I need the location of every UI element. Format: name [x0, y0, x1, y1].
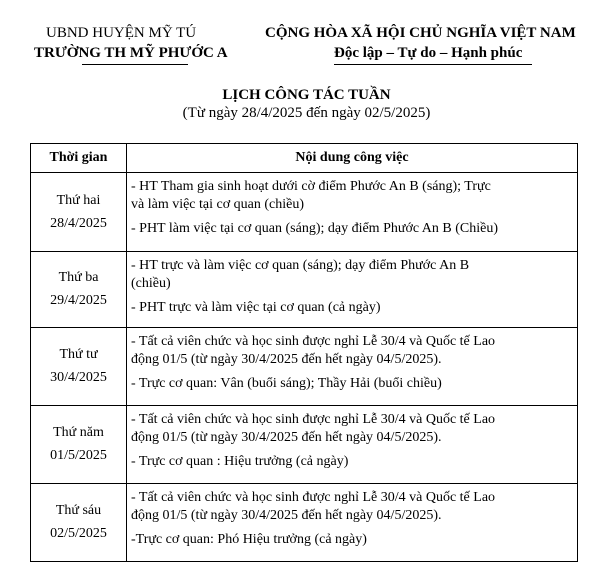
row-day: Thứ sáu	[55, 503, 102, 518]
row-day-cell	[31, 328, 127, 406]
document-title: LỊCH CÔNG TÁC TUẦN	[222, 87, 391, 103]
row-day-cell	[31, 252, 127, 328]
column-header-content: Nội dung công việc	[127, 144, 578, 173]
row-day-cell	[31, 484, 127, 562]
row-date: 30/4/2025	[50, 370, 107, 385]
row-day: Thứ ba	[58, 270, 99, 285]
national-title: CỘNG HÒA XÃ HỘI CHỦ NGHĨA VIỆT NAM	[265, 25, 576, 41]
table-row	[31, 252, 578, 328]
row-content-cell	[127, 328, 578, 406]
schedule-rows	[31, 173, 578, 562]
content-line: động 01/5 (từ ngày 30/4/2025 đến hết ngày 04/5/2025).	[131, 430, 442, 445]
school-name-underline	[82, 64, 188, 65]
row-content-cell	[127, 406, 578, 484]
content-line: (chiều)	[131, 276, 171, 291]
row-date: 02/5/2025	[50, 526, 107, 541]
schedule-table	[30, 143, 578, 562]
row-day: Thứ hai	[56, 192, 101, 208]
content-line: - Tất cả viên chức và học sinh được nghỉ Lễ 30/4 và Quốc tế Lao	[131, 334, 496, 349]
row-date: 29/4/2025	[50, 293, 107, 308]
table-row	[31, 328, 578, 406]
content-line: động 01/5 (từ ngày 30/4/2025 đến hết ngày 04/5/2025).	[131, 508, 442, 523]
content-line: - PHT trực và làm việc tại cơ quan (cả ngày)	[131, 300, 381, 315]
table-row	[31, 406, 578, 484]
row-day: Thứ năm	[53, 425, 104, 440]
content-line: động 01/5 (từ ngày 30/4/2025 đến hết ngày 04/5/2025).	[131, 352, 442, 367]
national-motto: Độc lập – Tự do – Hạnh phúc	[334, 45, 523, 61]
motto-underline	[334, 64, 532, 65]
content-line: -Trực cơ quan: Phó Hiệu trưởng (cả ngày)	[131, 532, 367, 547]
content-line: - Tất cả viên chức và học sinh được nghỉ Lễ 30/4 và Quốc tế Lao	[131, 490, 496, 505]
row-content-cell	[127, 484, 578, 562]
content-line: - Tất cả viên chức và học sinh được nghỉ Lễ 30/4 và Quốc tế Lao	[131, 412, 496, 427]
row-day-cell	[31, 406, 127, 484]
row-content-cell	[127, 252, 578, 328]
document-subtitle: (Từ ngày 28/4/2025 đến ngày 02/5/2025)	[182, 105, 431, 121]
row-content-cell	[127, 173, 578, 252]
table-header-row	[31, 144, 578, 173]
row-date: 01/5/2025	[50, 448, 107, 463]
content-line: và làm việc tại cơ quan (chiều)	[131, 197, 304, 212]
table-row	[31, 173, 578, 252]
row-date: 28/4/2025	[50, 215, 107, 231]
column-header-time: Thời gian	[31, 144, 127, 173]
content-line: - Trực cơ quan : Hiệu trưởng (cả ngày)	[131, 454, 349, 469]
agency-name: UBND HUYỆN MỸ TÚ	[46, 25, 197, 41]
school-name: TRƯỜNG TH MỸ PHƯỚC A	[34, 45, 228, 61]
content-line: - Trực cơ quan: Vân (buổi sáng); Thầy Hải (buổi chiều)	[131, 376, 442, 391]
row-day: Thứ tư	[59, 347, 98, 362]
content-line: - HT trực và làm việc cơ quan (sáng); dạy điểm Phước An B	[131, 258, 470, 273]
content-line: - HT Tham gia sinh hoạt dưới cờ điểm Phước An B (sáng); Trực	[131, 179, 491, 194]
row-day-cell	[31, 173, 127, 252]
content-line: - PHT làm việc tại cơ quan (sáng); dạy điểm Phước An B (Chiều)	[131, 221, 499, 236]
table-row	[31, 484, 578, 562]
